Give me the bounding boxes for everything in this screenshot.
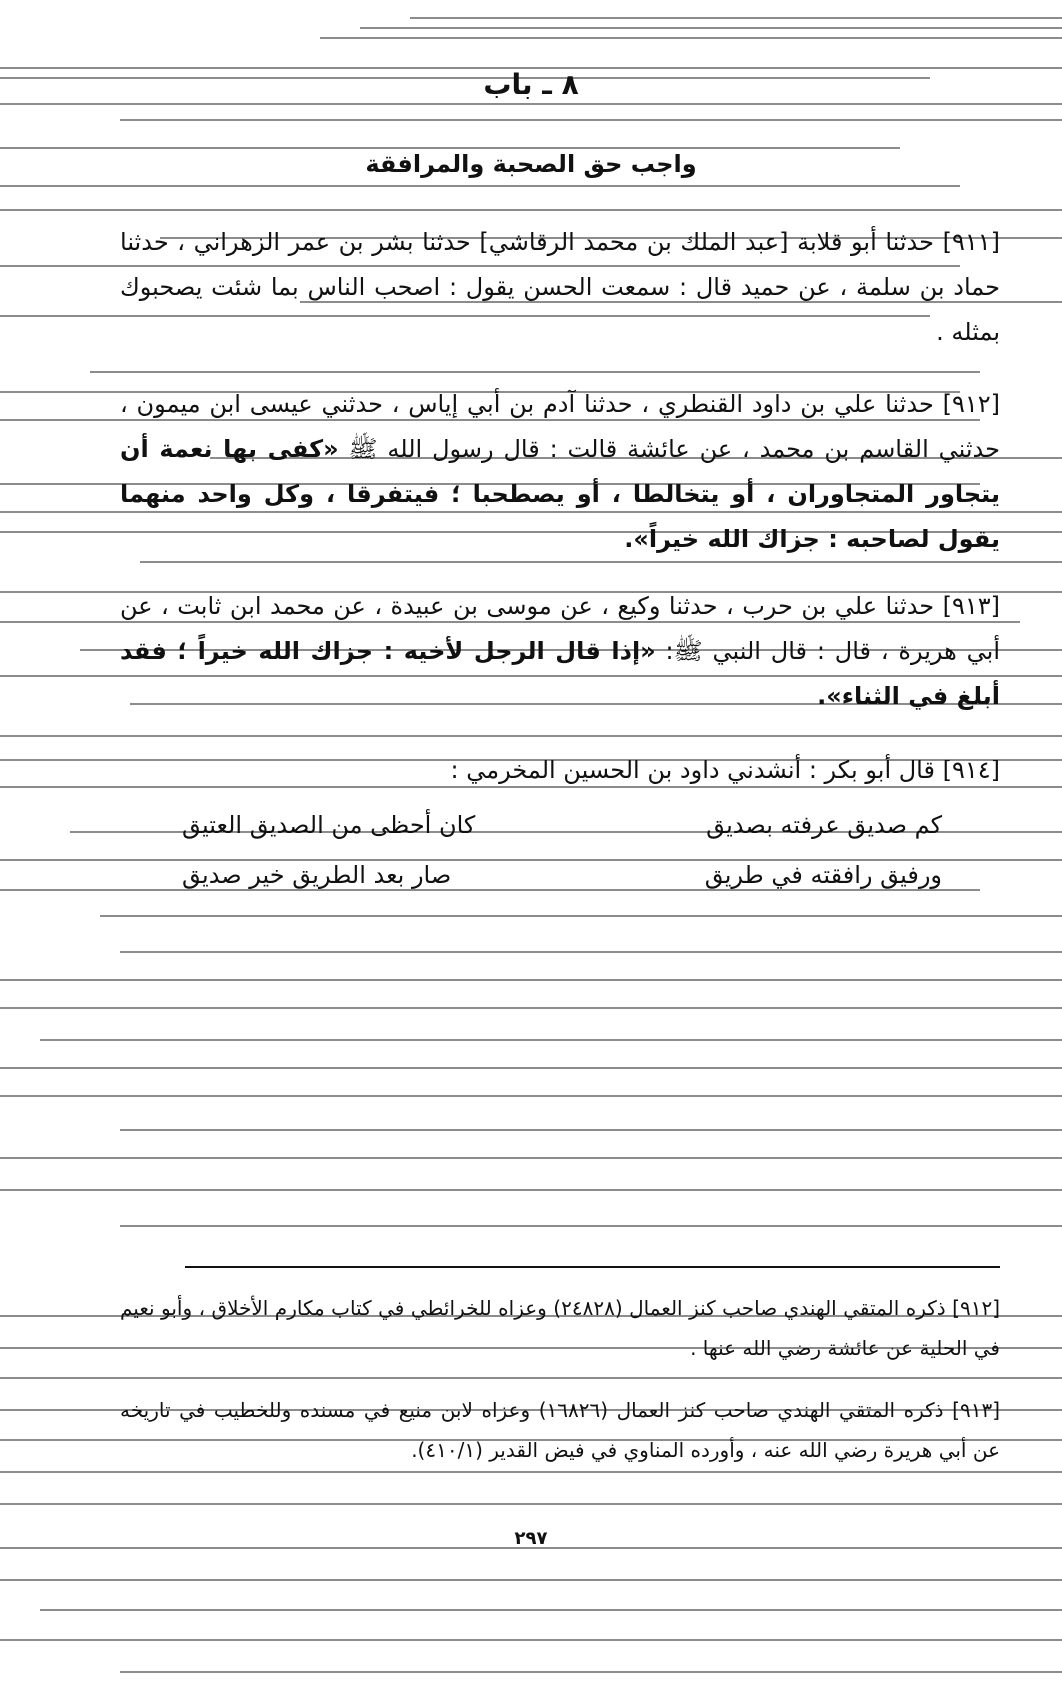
footnote-912: [٩١٢] ذكره المتقي الهندي صاحب كنز العمال (٢٤٨٢٨) وعزاه للخرائطي في كتاب مكارم الأخلاق ، وأبو نعيم في الحلية عن عائشة رضي الله عنها .: [120, 1296, 1000, 1360]
footnote-separator: [185, 1266, 1000, 1268]
poem-line: [182, 850, 942, 900]
paragraph-text: [٩١٣] حدثنا علي بن حرب ، حدثنا وكيع ، عن موسى بن عبيدة ، عن محمد ابن ثابت ، عن أبي هريرة ، قال : قال النبي ﷺ:: [120, 592, 1000, 665]
hadith-paragraph-912: [120, 382, 1000, 562]
hadith-paragraph-911: [120, 220, 1000, 355]
prophetic-saying: «كفى بها نعمة أن يتجاور المتجاوران ، أو يتخالطا ، أو يصطحبا ؛ فيتفرقا ، وكل واحد منهما يقول لصاحبه : جزاك الله خيراً».: [120, 435, 1000, 553]
poem-second-hemistich: كان أحظى من الصديق العتيق: [182, 811, 476, 839]
chapter-subtitle: واجب حق الصحبة والمرافقة: [365, 150, 697, 178]
paragraph-text: [٩١١] حدثنا أبو قلابة [عبد الملك بن محمد الرقاشي] حدثنا بشر بن عمر الزهراني ، حدثنا حماد بن سلمة ، عن حميد قال : سمعت الحسن يقول : اصحب الناس بما شئت يصحبوك بمثله .: [120, 228, 1000, 346]
poem-introduction: [120, 748, 1000, 793]
paragraph-text: [٩١٢] حدثنا علي بن داود القنطري ، حدثنا آدم بن أبي إياس ، حدثني عيسى ابن ميمون ، حدثني القاسم بن محمد ، عن عائشة قالت : قال رسول الله ﷺ: [120, 390, 1000, 463]
hadith-paragraph-913: [120, 584, 1000, 719]
paragraph-text: [٩١٤] قال أبو بكر : أنشدني داود بن الحسين المخرمي :: [450, 756, 1000, 784]
poem-first-hemistich: ورفيق رافقته في طريق: [704, 861, 942, 889]
poem-second-hemistich: صار بعد الطريق خير صديق: [182, 861, 452, 889]
poem-first-hemistich: كم صديق عرفته بصديق: [706, 811, 942, 839]
poem-line: [182, 800, 942, 850]
poem: [182, 800, 942, 900]
prophetic-saying: «إذا قال الرجل لأخيه : جزاك الله خيراً ؛ فقد أبلغ في الثناء».: [120, 637, 1000, 710]
page-number: ٢٩٧: [514, 1528, 548, 1549]
chapter-title: ٨ ـ باب: [483, 68, 579, 101]
footnote-913: [٩١٣] ذكره المتقي الهندي صاحب كنز العمال (١٦٨٢٦) وعزاه لابن منيع في مسنده وللخطيب في تاريخه عن أبي هريرة رضي الله عنه ، وأورده المناوي في فيض القدير (٤١٠/١).: [120, 1398, 1000, 1462]
